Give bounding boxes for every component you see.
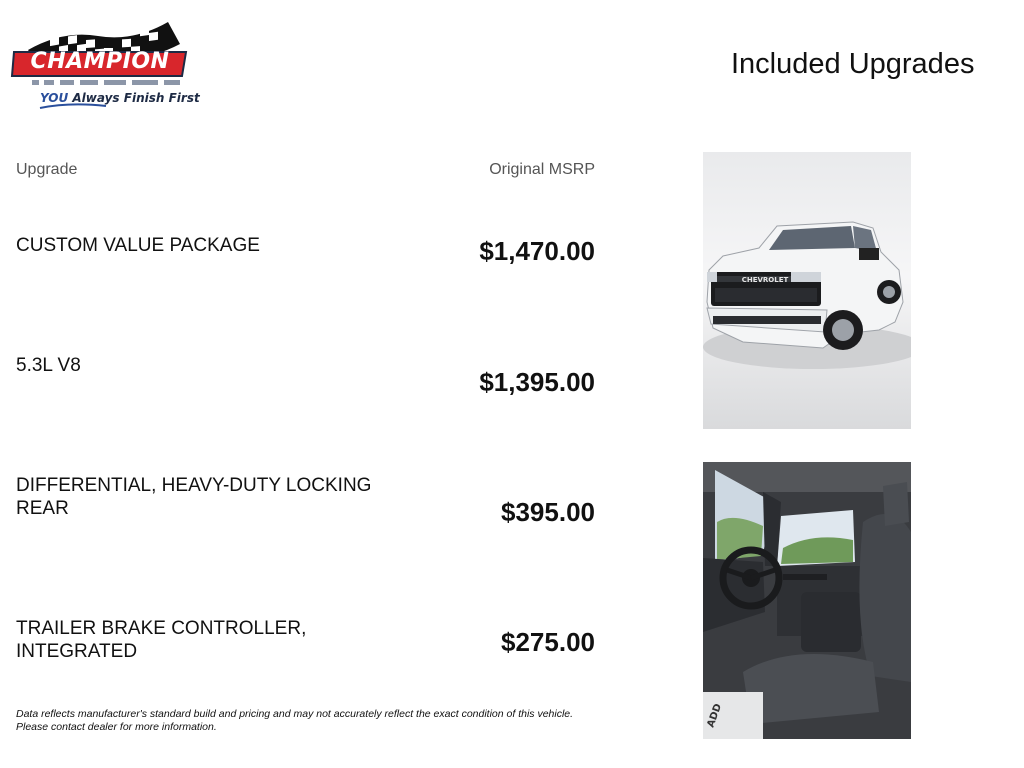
upgrade-row <box>0 354 600 424</box>
column-header-upgrade: Upgrade <box>16 161 78 178</box>
dealer-logo <box>10 20 200 112</box>
disclaimer <box>16 708 606 733</box>
logo-tagline-you: YOU <box>40 91 69 105</box>
upgrade-price: $1,395.00 <box>479 367 595 397</box>
upgrade-name: 5.3L V8 <box>16 355 81 376</box>
upgrade-name: TRAILER BRAKE CONTROLLER, INTEGRATED <box>16 618 307 662</box>
vehicle-exterior-photo <box>703 152 911 429</box>
chevrolet-badge: CHEVROLET <box>741 276 789 284</box>
upgrade-price: $395.00 <box>501 497 595 527</box>
upgrade-price: $1,470.00 <box>479 236 595 266</box>
upgrade-name: DIFFERENTIAL, HEAVY-DUTY LOCKING REAR <box>16 475 372 519</box>
logo-tagline-rest: Always Finish First <box>68 91 200 105</box>
page-title: Included Upgrades <box>731 48 975 80</box>
logo-wordmark: CHAMPION <box>30 49 170 74</box>
floor-mat-text: ADD <box>705 702 725 730</box>
upgrade-price: $275.00 <box>501 627 595 657</box>
disclaimer-line-1: Data reflects manufacturer's standard build and pricing and may not accurately reflect the exact condition of this vehicle. <box>16 708 574 720</box>
upgrade-row <box>0 474 600 544</box>
vehicle-interior-photo <box>703 462 911 739</box>
column-header-msrp: Original MSRP <box>489 161 595 178</box>
disclaimer-line-2: Please contact dealer for more information. <box>16 720 217 733</box>
logo-tagline <box>40 91 200 105</box>
upgrade-row <box>0 234 600 304</box>
upgrade-row <box>0 617 600 687</box>
upgrade-name: CUSTOM VALUE PACKAGE <box>16 235 260 256</box>
